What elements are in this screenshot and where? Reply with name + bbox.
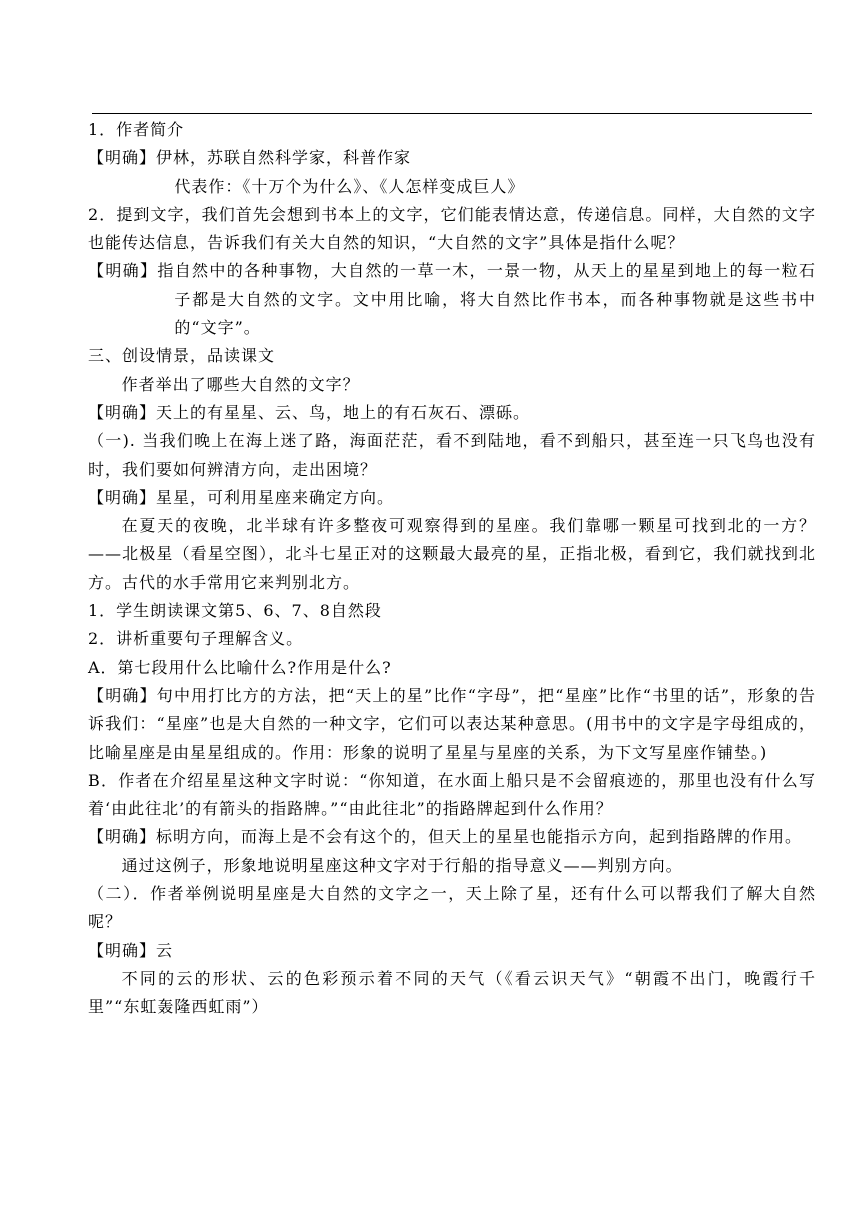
answer-clouds: 【明确】云: [88, 940, 174, 960]
answer-examples: 【明确】天上的有星星、云、鸟，地上的有石灰石、漂砾。: [88, 402, 531, 422]
section-heading-3: 三、创设情景，品读课文: [88, 346, 276, 366]
question-nature-text: 2．提到文字，我们首先会想到书本上的文字，它们能表情达意，传递信息。同样，大自然的文字也能传达信息，告诉我们有关大自然的知识，“大自然的文字”具体是指什么呢？: [88, 204, 816, 253]
answer-nature-text: 【明确】指自然中的各种事物，大自然的一草一木，一景一物，从天上的星星到地上的每一粒石子都是大自然的文字。文中用比喻，将大自然比作书本，而各种事物就是这些书中的“文字”。: [88, 261, 816, 338]
question-examples: 作者举出了哪些大自然的文字？: [121, 374, 360, 394]
document-body: [88, 116, 816, 1022]
part-two-question: （二）．作者举例说明星座是大自然的文字之一，天上除了星，还有什么可以帮我们了解大自然呢？: [88, 884, 816, 932]
question-b: B．作者在介绍星星这种文字时说：“你知道，在水面上船只是不会留痕迹的，那里也没有什么写着‘由此往北’的有箭头的指路牌。”“由此往北”的指路牌起到什么作用？: [88, 770, 816, 819]
representative-works: 代表作：《十万个为什么》、《人怎样变成巨人》: [174, 176, 525, 196]
question-a: A．第七段用什么比喻什么?作用是什么?: [88, 657, 392, 677]
part-one-question: （一). 当我们晚上在海上迷了路，海面茫茫，看不到陆地，看不到船只，甚至连一只飞鸟也没有时，我们要如何辨清方向，走出困境？: [88, 431, 816, 479]
answer-b: 【明确】标明方向，而海上是不会有这个的，但天上的星星也能指示方向，起到指路牌的作用。: [88, 827, 803, 847]
task-analyze-sentences: 2．讲析重要句子理解含义。: [88, 629, 304, 649]
answer-a: 【明确】句中用打比方的方法，把“天上的星”比作“字母”，把“星座”比作“书里的话”，形象的告诉我们：“星座”也是大自然的一种文字，它们可以表达某种意思。(用书中的文字是字母组成的，比喻星座是由星星组成的。作用：形象的说明了星星与星座的关系，为下文写星座作铺垫。): [88, 685, 816, 762]
answer-author: 【明确】伊林，苏联自然科学家，科普作家: [88, 148, 412, 168]
heading-author-intro: 1．作者简介: [88, 120, 185, 139]
summary-example: 通过这例子，形象地说明星座这种文字对于行船的指导意义——判别方向。: [121, 855, 683, 875]
header-rule: [92, 113, 812, 114]
paragraph-clouds: 不同的云的形状、云的色彩预示着不同的天气（《看云识天气》“朝霞不出门，晚霞行千里”“东虹轰隆西虹雨”）: [88, 968, 816, 1017]
answer-stars: 【明确】星星，可利用星座来确定方向。: [88, 487, 395, 507]
task-read-aloud: 1．学生朗读课文第5、6、7、8自然段: [88, 601, 382, 621]
paragraph-north-star: 在夏天的夜晚，北半球有许多整夜可观察得到的星座。我们靠哪一颗星可找到北的一方？——北极星（看星空图），北斗七星正对的这颗最大最亮的星，正指北极，看到它，我们就找到北方。古代的水手常用它来判别北方。: [88, 516, 816, 592]
